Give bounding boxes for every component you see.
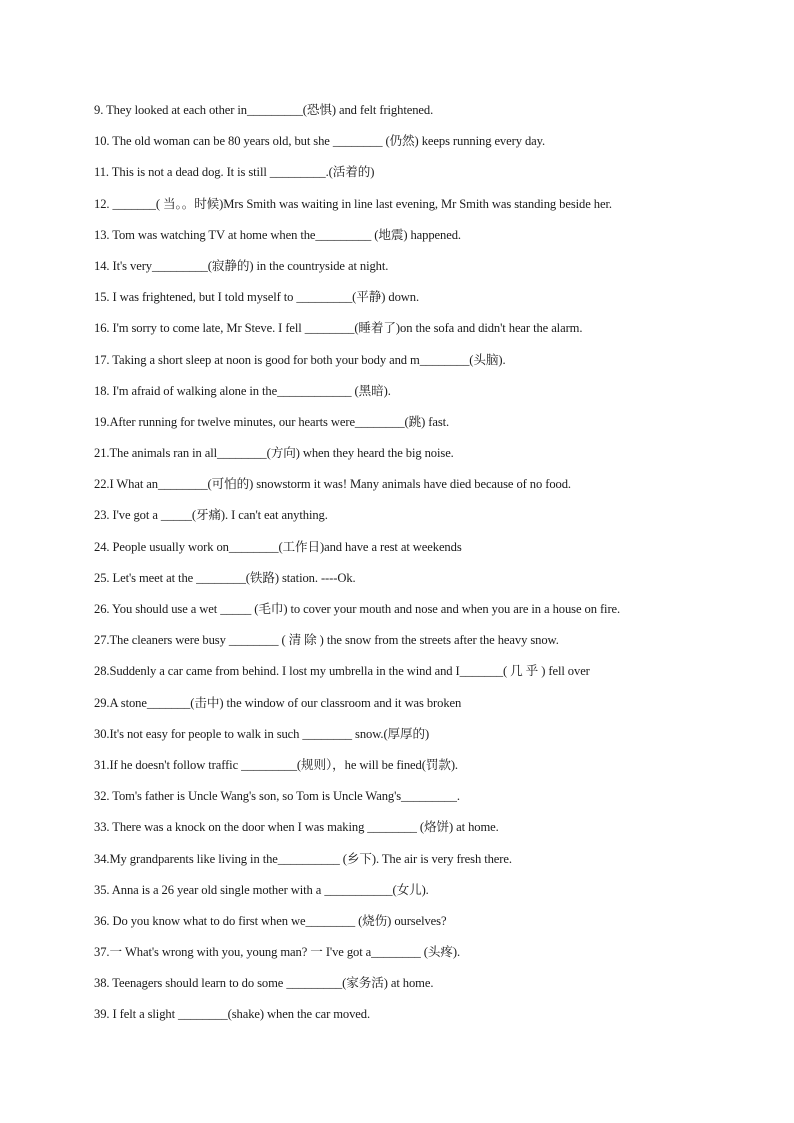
question-13: 13. Tom was watching TV at home when the_________ (地震) happened.	[94, 227, 461, 242]
question-22: 22.I What an________(可怕的) snowstorm it was! Many animals have died because of no food.	[94, 477, 571, 492]
question-list	[94, 101, 714, 1037]
question-12: 12. _______( 当。。时候)Mrs Smith was waiting in line last evening, Mr Smith was standing beside her.	[94, 196, 612, 211]
question-18: 18. I'm afraid of walking alone in the____________ (黑暗).	[94, 383, 391, 398]
question-17: 17. Taking a short sleep at noon is good for both your body and m________(头脑).	[94, 352, 506, 367]
question-9: 9. They looked at each other in_________(恐惧) and felt frightened.	[94, 103, 434, 117]
question-15: 15. I was frightened, but I told myself to _________(平静) down.	[94, 290, 420, 305]
question-11: 11. This is not a dead dog. It is still _________.(活着的)	[94, 165, 375, 180]
question-29: 29.A stone_______(击中) the window of our classroom and it was broken	[94, 695, 462, 710]
question-34: 34.My grandparents like living in the__________ (乡下). The air is very fresh there.	[94, 851, 512, 866]
question-36: 36. Do you know what to do first when we________ (烧伤) ourselves?	[94, 913, 447, 928]
question-26: 26. You should use a wet _____ (毛巾) to cover your mouth and nose and when you are in a house on fire.	[94, 602, 621, 616]
question-16: 16. I'm sorry to come late, Mr Steve. I fell ________(睡着了)on the sofa and didn't hear the alarm.	[94, 321, 583, 336]
question-32: 32. Tom's father is Uncle Wang's son, so Tom is Uncle Wang's_________.	[94, 789, 460, 804]
question-21: 21.The animals ran in all________(方向) when they heard the big noise.	[94, 446, 454, 461]
question-35: 35. Anna is a 26 year old single mother with a ___________(女儿).	[94, 882, 429, 897]
question-14: 14. It's very_________(寂静的) in the countryside at night.	[94, 258, 389, 273]
question-19: 19.After running for twelve minutes, our hearts were________(跳) fast.	[94, 414, 450, 429]
question-37: 37.一 What's wrong with you, young man? 一 I've got a________ (头疼).	[94, 945, 461, 960]
question-39: 39. I felt a slight ________(shake) when the car moved.	[94, 1007, 371, 1022]
question-33: 33. There was a knock on the door when I was making ________ (烙饼) at home.	[94, 820, 499, 835]
question-23: 23. I've got a _____(牙痛). I can't eat anything.	[94, 508, 328, 523]
question-38: 38. Teenagers should learn to do some _________(家务活) at home.	[94, 976, 434, 991]
question-31: 31.If he doesn't follow traffic _________(规则），he will be fined(罚款).	[94, 757, 458, 772]
question-28: 28.Suddenly a car came from behind. I lost my umbrella in the wind and I_______( 几 乎 ) fell over	[94, 664, 590, 679]
question-25: 25. Let's meet at the ________(铁路) station. ----Ok.	[94, 570, 356, 585]
question-24: 24. People usually work on________(工作日)and have a rest at weekends	[94, 539, 462, 554]
question-10: 10. The old woman can be 80 years old, but she ________ (仍然) keeps running every day.	[94, 134, 546, 149]
question-27: 27.The cleaners were busy ________ ( 清 除 ) the snow from the streets after the heavy snow.	[94, 633, 559, 648]
question-30: 30.It's not easy for people to walk in such ________ snow.(厚厚的)	[94, 726, 430, 741]
